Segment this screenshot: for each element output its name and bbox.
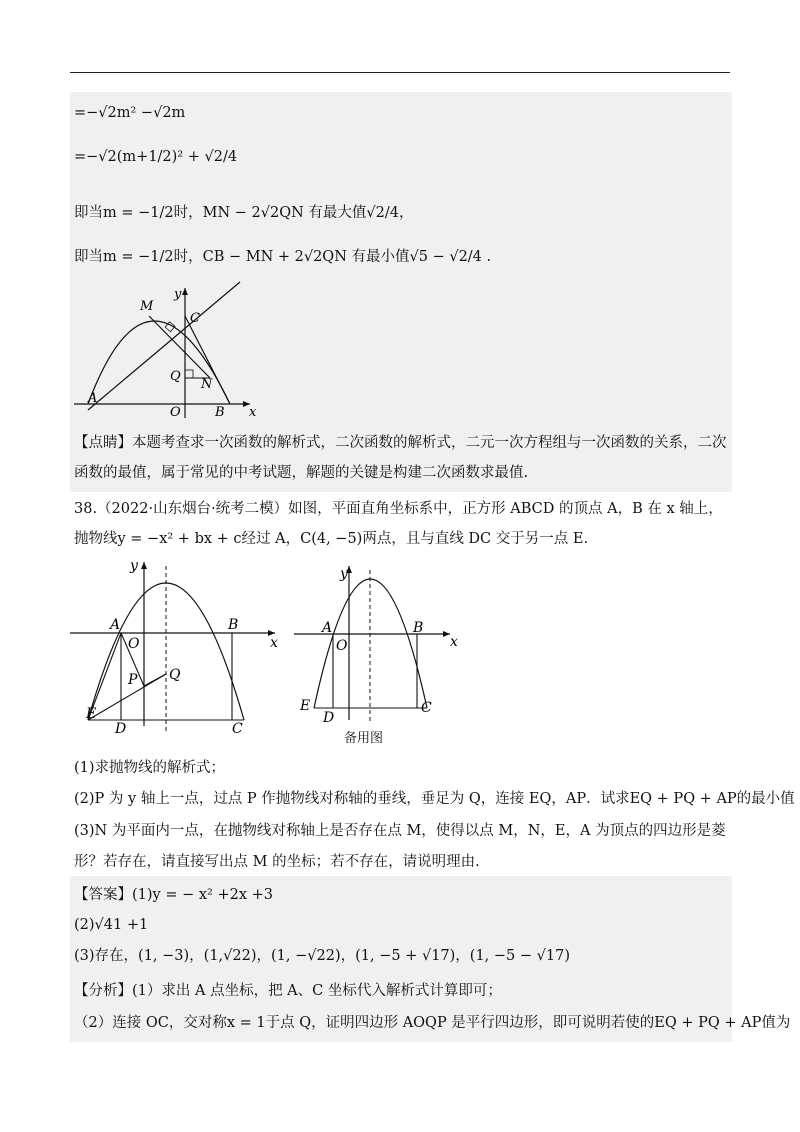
- label-A: A: [88, 391, 98, 406]
- question-3: (3)N 为平面内一点，在抛物线对称轴上是否存在点 M，使得以点 M，N，E，A 为顶点的四边形是菱形？若存在，请直接写出点 M 的坐标；若不存在，请说明理由.: [74, 823, 726, 870]
- label-x: x: [249, 405, 257, 420]
- problem-figure-spare: [290, 560, 465, 725]
- answer-1: 【答案】(1)y = − x² +2x +3: [74, 887, 273, 903]
- analysis-2: （2）连接 OC，交对称x = 1于点 Q，证明四边形 AOQP 是平行四边形，即可说明若使的EQ + PQ + AP值为: [74, 1015, 791, 1031]
- question-2: (2)P 为 y 轴上一点，过点 P 作抛物线对称轴的垂线，垂足为 Q，连接 EQ，AP．试求EQ + PQ + AP的最小值: [74, 791, 795, 807]
- spare-label-A: A: [322, 620, 333, 636]
- main-label-B: B: [228, 617, 239, 633]
- label-O: O: [170, 405, 181, 420]
- main-label-Q: Q: [169, 667, 181, 683]
- spare-figure-caption: 备用图: [344, 731, 384, 746]
- spare-label-x: x: [450, 634, 458, 650]
- solution-conclusion-1: 即当m = −1/2时，MN − 2√2QN 有最大值√2/4，: [74, 205, 414, 221]
- label-M: M: [140, 299, 154, 314]
- spare-label-D: D: [323, 710, 335, 725]
- solution-conclusion-2: 即当m = −1/2时，CB − MN + 2√2QN 有最小值√5 − √2/4 .: [74, 249, 492, 265]
- solution-figure: [70, 278, 270, 423]
- spare-label-E: E: [300, 698, 311, 714]
- solution-step-2: =−√2(m+1/2)² + √2/4: [74, 149, 238, 165]
- answer-2: (2)√41 +1: [74, 917, 149, 933]
- problem-figure-main: [70, 556, 285, 736]
- header-rule: [70, 72, 730, 73]
- main-label-E: E: [86, 706, 97, 722]
- spare-label-B: B: [413, 620, 424, 636]
- label-Q: Q: [170, 369, 181, 384]
- label-C: C: [190, 311, 200, 326]
- problem-intro: 38.（2022·山东烟台·统考二模）如图，平面直角坐标系中，正方形 ABCD 的顶点 A，B 在 x 轴上，抛物线y = −x² + bx + c经过 A，C(4, −5)两点，且与直线 DC 交于另一点 E.: [74, 501, 723, 547]
- analysis-1: 【分析】(1）求出 A 点坐标，把 A、C 坐标代入解析式计算即可；: [74, 983, 502, 999]
- spare-label-C: C: [421, 700, 432, 716]
- main-label-D: D: [115, 721, 127, 736]
- answer-3: (3)存在，(1, −3)，(1,√22)，(1, −√22)，(1, −5 + √17)，(1, −5 − √17): [74, 948, 570, 964]
- label-y: y: [174, 287, 182, 302]
- spare-label-O: O: [336, 638, 348, 654]
- question-1: (1)求抛物线的解析式；: [74, 760, 226, 776]
- label-N: N: [201, 377, 213, 392]
- main-label-C: C: [232, 721, 243, 736]
- label-B: B: [215, 405, 225, 420]
- main-label-P: P: [128, 672, 138, 688]
- comment-paragraph: 【点睛】本题考查求一次函数的解析式，二次函数的解析式，二元一次方程组与一次函数的关系，二次函数的最值，属于常见的中考试题，解题的关键是构建二次函数求最值.: [74, 435, 727, 481]
- spare-label-y: y: [340, 566, 348, 582]
- main-label-x: x: [270, 635, 278, 651]
- main-label-O: O: [128, 636, 140, 652]
- main-label-y: y: [130, 558, 138, 574]
- main-label-A: A: [110, 617, 121, 633]
- solution-step-1: =−√2m² −√2m: [74, 105, 186, 121]
